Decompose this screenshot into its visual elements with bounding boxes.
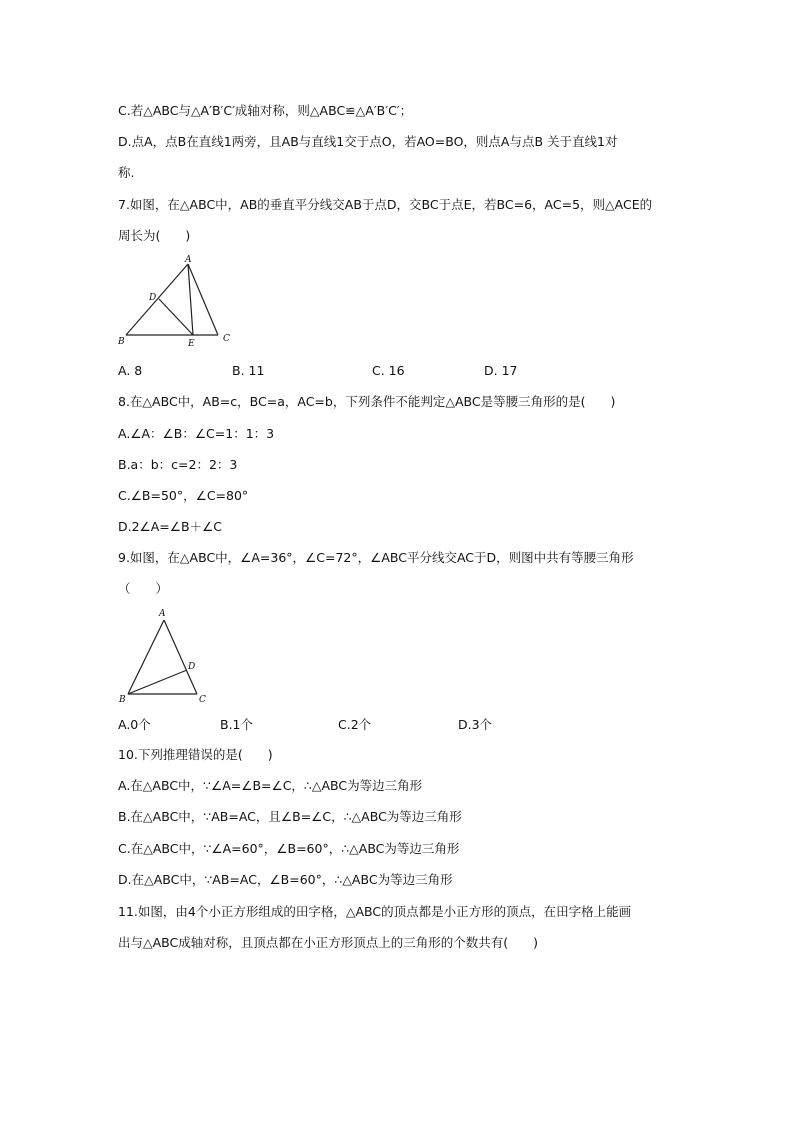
q10-option-d: D.在△ABC中，∵AB=AC，∠B=60°，∴△ABC为等边三角形 (118, 872, 453, 887)
q11-stem-cont: 出与△ABC成轴对称，且顶点都在小正方形顶点上的三角形的个数共有( ) (118, 935, 539, 950)
q9-label-c: C (199, 695, 206, 705)
q7-label-c: C (223, 334, 230, 344)
q9-option-c: C.2个 (338, 717, 372, 732)
q9-label-a: A (159, 609, 166, 619)
q9-segment-bd (128, 670, 187, 694)
q8-option-d: D.2∠A=∠B＋∠C (118, 519, 222, 534)
q10-option-c: C.在△ABC中，∵∠A=60°，∠B=60°，∴△ABC为等边三角形 (118, 841, 460, 856)
q10-option-b: B.在△ABC中，∵AB=AC，且∠B=∠C，∴△ABC为等边三角形 (118, 809, 462, 824)
q8-option-c: C.∠B=50°，∠C=80° (118, 488, 249, 503)
q6-option-d-cont: 称. (118, 165, 135, 180)
q7-option-a: A. 8 (118, 363, 143, 378)
q7-triangle-figure (115, 252, 245, 352)
q7-label-b: B (118, 337, 125, 347)
q9-label-b: B (119, 695, 126, 705)
q7-option-b: B. 11 (232, 363, 265, 378)
q8-option-a: A.∠A：∠B：∠C=1：1：3 (118, 426, 275, 441)
q7-stem: 7.如图，在△ABC中，AB的垂直平分线交AB于点D，交BC于点E，若BC=6，AC=5，则△ACE的 (118, 197, 653, 212)
q9-triangle-figure (115, 606, 215, 708)
q7-label-d: D (149, 293, 157, 303)
q9-option-a: A.0个 (118, 717, 151, 732)
q10-stem: 10.下列推理错误的是( ) (118, 747, 273, 762)
q9-side-ab (128, 620, 164, 694)
q8-stem: 8.在△ABC中，AB=c，BC=a，AC=b，下列条件不能判定△ABC是等腰三角形的是( ) (118, 394, 616, 409)
q7-label-a: A (185, 255, 192, 265)
q6-option-d: D.点A，点B在直线1两旁，且AB与直线1交于点O，若AO=BO，则点A与点B 关于直线1对 (118, 134, 618, 149)
q7-option-c: C. 16 (372, 363, 405, 378)
q6-option-c: C.若△ABC与△A′B′C′成轴对称，则△ABC≌△A′B′C′； (118, 103, 413, 118)
q9-label-d: D (188, 662, 196, 672)
q9-stem: 9.如图，在△ABC中，∠A=36°，∠C=72°，∠ABC平分线交AC于D，则图中共有等腰三角形 (118, 550, 634, 565)
q8-option-b: B.a：b：c=2：2：3 (118, 457, 238, 472)
q7-label-e: E (188, 339, 195, 349)
q7-stem-cont: 周长为( ) (118, 228, 191, 243)
q7-option-d: D. 17 (484, 363, 518, 378)
q7-segment-de (159, 299, 193, 335)
q11-stem: 11.如图，由4个小正方形组成的田字格，△ABC的顶点都是小正方形的顶点，在田字格上能画 (118, 904, 632, 919)
q10-option-a: A.在△ABC中，∵∠A=∠B=∠C，∴△ABC为等边三角形 (118, 778, 423, 793)
q7-side-ba (126, 264, 188, 335)
q9-stem-cont: （ ） (118, 581, 169, 596)
q9-side-ac (164, 620, 197, 694)
q9-option-d: D.3个 (458, 717, 493, 732)
q9-option-b: B.1个 (220, 717, 254, 732)
